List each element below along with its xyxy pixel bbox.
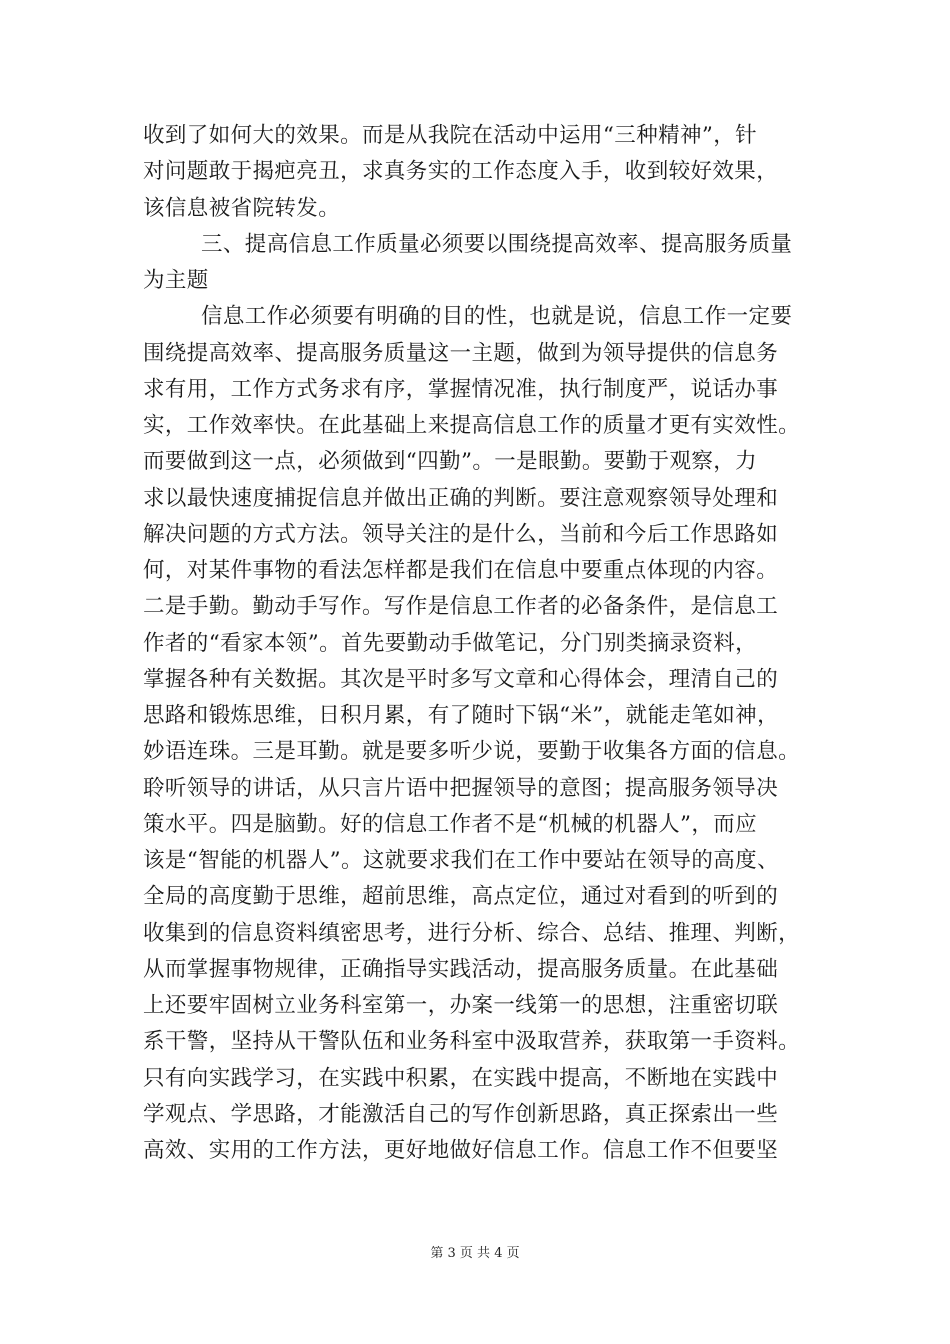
text-line: 信息工作必须要有明确的目的性，也就是说，信息工作一定要 bbox=[201, 304, 793, 330]
text-line: 全局的高度勤于思维，超前思维，高点定位，通过对看到的听到的 bbox=[143, 884, 779, 910]
text-line: 学观点、学思路，才能激活自己的写作创新思路，真正探索出一些 bbox=[143, 1101, 779, 1127]
text-line: 从而掌握事物规律，正确指导实践活动，提高服务质量。在此基础 bbox=[143, 956, 779, 982]
text-line: 作者的“看家本领”。首先要勤动手做笔记，分门别类摘录资料， bbox=[143, 630, 758, 656]
text-line: 为主题 bbox=[143, 268, 209, 293]
text-line: 求以最快速度捕捉信息并做出正确的判断。要注意观察领导处理和 bbox=[143, 485, 779, 511]
text-line: 掌握各种有关数据。其次是平时多写文章和心得体会，理清自己的 bbox=[143, 666, 779, 692]
text-line: 该是“智能的机器人”。这就要求我们在工作中要站在领导的高度、 bbox=[143, 848, 779, 873]
text-line: 实，工作效率快。在此基础上来提高信息工作的质量才更有实效性。 bbox=[143, 413, 801, 438]
text-line: 收集到的信息资料缜密思考，进行分析、综合、总结、推理、判断， bbox=[143, 920, 801, 946]
document-body bbox=[143, 118, 811, 1169]
text-line: 围绕提高效率、提高服务质量这一主题，做到为领导提供的信息务 bbox=[143, 340, 779, 366]
text-line: 求有用，工作方式务求有序，掌握情况准，执行制度严，说话办事 bbox=[143, 376, 779, 402]
text-line: 而要做到这一点，必须做到“四勤”。一是眼勤。要勤于观察，力 bbox=[143, 449, 758, 475]
text-line: 解决问题的方式方法。领导关注的是什么，当前和今后工作思路如 bbox=[143, 521, 779, 547]
page-footer bbox=[0, 1242, 950, 1261]
text-line: 上还要牢固树立业务科室第一，办案一线第一的思想，注重密切联 bbox=[143, 993, 779, 1018]
page-number: 第 3 页 共 4 页 bbox=[430, 1246, 520, 1261]
text-line: 二是手勤。勤动手写作。写作是信息工作者的必备条件，是信息工 bbox=[143, 594, 779, 620]
text-line: 三、提高信息工作质量必须要以围绕提高效率、提高服务质量 bbox=[201, 231, 793, 257]
text-line: 思路和锻炼思维，日积月累，有了随时下锅“米”，就能走笔如神， bbox=[143, 703, 779, 728]
text-line: 妙语连珠。三是耳勤。就是要多听少说，要勤于收集各方面的信息。 bbox=[143, 739, 801, 765]
text-line: 高效、实用的工作方法，更好地做好信息工作。信息工作不但要坚 bbox=[143, 1138, 779, 1163]
text-line: 系干警，坚持从干警队伍和业务科室中汲取营养，获取第一手资料。 bbox=[143, 1029, 801, 1055]
text-line: 该信息被省院转发。 bbox=[143, 195, 341, 221]
text-line: 对问题敢于揭疤亮丑，求真务实的工作态度入手，收到较好效果， bbox=[143, 159, 779, 185]
text-line: 收到了如何大的效果。而是从我院在活动中运用“三种精神”，针 bbox=[143, 123, 758, 148]
text-line: 策水平。四是脑勤。好的信息工作者不是“机械的机器人”，而应 bbox=[143, 811, 758, 837]
text-line: 聆听领导的讲话，从只言片语中把握领导的意图；提高服务领导决 bbox=[143, 775, 779, 801]
text-line: 何，对某件事物的看法怎样都是我们在信息中要重点体现的内容。 bbox=[143, 558, 779, 583]
text-line: 只有向实践学习，在实践中积累，在实践中提高，不断地在实践中 bbox=[143, 1065, 779, 1091]
